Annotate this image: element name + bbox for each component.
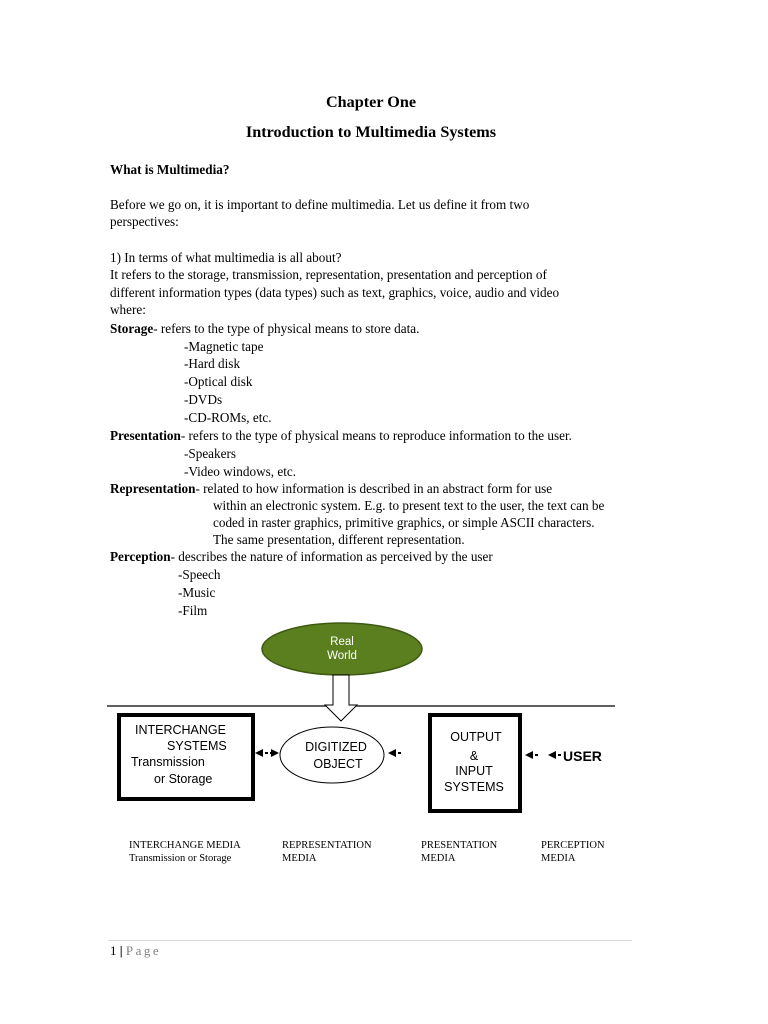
interchange-label: INTERCHANGE (135, 723, 226, 737)
perception-term: Perception (110, 549, 171, 564)
body-line-1: It refers to the storage, transmission, representation, presentation and perception of (110, 267, 547, 282)
intro-line-2: perspectives: (110, 214, 179, 229)
media-label: MEDIA (421, 853, 456, 864)
media-label: REPRESENTATION (282, 840, 372, 851)
output-input-label: & (469, 749, 479, 763)
output-input-label: OUTPUT (450, 730, 502, 744)
point-heading: 1) In terms of what multimedia is all about? (110, 250, 342, 265)
user-label: USER (563, 748, 602, 764)
user-arrowhead (548, 751, 556, 759)
perception-definition (110, 548, 493, 565)
arrow-dash (558, 754, 561, 756)
presentation-definition (110, 427, 572, 444)
storage-item: -Optical disk (184, 374, 253, 389)
storage-text: - refers to the type of physical means to store data. (153, 321, 420, 336)
output-input-label: SYSTEMS (444, 780, 504, 794)
arrow-dash (535, 754, 538, 756)
real-world-label: Real (330, 636, 354, 648)
presentation-term: Presentation (110, 428, 181, 443)
interchange-label: Transmission (131, 755, 205, 769)
down-arrow (325, 675, 357, 721)
arrow-dash (265, 752, 268, 754)
arrow-dash (398, 752, 401, 754)
media-label: Transmission or Storage (129, 853, 232, 864)
presentation-item: -Speakers (184, 446, 236, 461)
storage-term: Storage (110, 321, 154, 336)
media-label: MEDIA (541, 853, 576, 864)
digitized-label: OBJECT (313, 757, 363, 771)
media-label: MEDIA (282, 853, 317, 864)
section-heading: What is Multimedia? (110, 162, 230, 177)
real-world-ellipse (262, 623, 422, 675)
perception-item: -Music (178, 585, 216, 600)
storage-item: -DVDs (184, 392, 223, 407)
storage-definition (110, 320, 419, 337)
representation-definition (110, 480, 552, 497)
presentation-item: -Video windows, etc. (184, 464, 297, 479)
left-arrowhead (525, 751, 533, 759)
perception-text: - describes the nature of information as perceived by the user (170, 549, 493, 564)
presentation-text: - refers to the type of physical means to reproduce information to the user. (180, 428, 572, 443)
perception-item: -Film (178, 603, 208, 618)
media-label: PRESENTATION (421, 840, 498, 851)
perception-item: -Speech (178, 567, 221, 582)
representation-term: Representation (110, 481, 196, 496)
representation-line: coded in raster graphics, primitive graphics, or simple ASCII characters. (213, 515, 595, 530)
right-arrowhead (271, 749, 279, 757)
output-input-label: INPUT (455, 764, 493, 778)
media-label: INTERCHANGE MEDIA (129, 840, 241, 851)
left-arrowhead (388, 749, 396, 757)
interchange-label: or Storage (154, 772, 213, 786)
storage-item: -Magnetic tape (184, 339, 264, 354)
digitized-object-ellipse (280, 727, 384, 783)
chapter-title: Chapter One (325, 93, 417, 111)
page-title: Introduction to Multimedia Systems (245, 123, 497, 141)
interchange-label: SYSTEMS (167, 739, 227, 753)
media-label: PERCEPTION (541, 840, 605, 851)
footer-rule (108, 940, 632, 941)
page-number: 1 (110, 943, 117, 958)
digitized-label: DIGITIZED (305, 740, 367, 754)
representation-line: The same presentation, different representation. (213, 532, 465, 547)
real-world-label: World (327, 650, 357, 662)
intro-line-1: Before we go on, it is important to define multimedia. Let us define it from two (110, 197, 530, 212)
body-line-3: where: (110, 302, 146, 317)
representation-line: within an electronic system. E.g. to present text to the user, the text can be (213, 498, 605, 513)
body-line-2: different information types (data types) such as text, graphics, voice, audio and video (110, 285, 560, 300)
left-arrowhead (255, 749, 263, 757)
storage-item: -CD-ROMs, etc. (184, 410, 272, 425)
media-diagram (105, 617, 625, 867)
page-footer (110, 943, 161, 959)
page-word: Page (125, 943, 162, 958)
storage-item: -Hard disk (184, 356, 241, 371)
representation-text: - related to how information is described in an abstract form for use (195, 481, 553, 496)
footer-separator: | (119, 943, 123, 958)
